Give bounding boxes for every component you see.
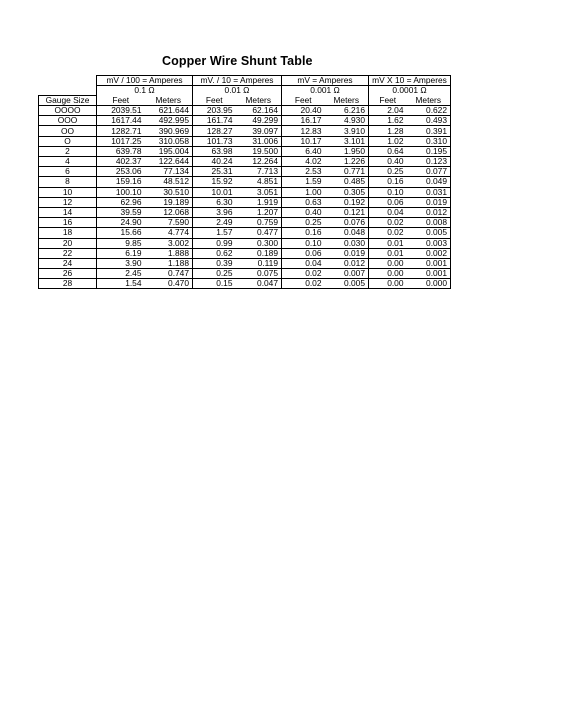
feet-value-cell: 2.49 — [193, 218, 236, 228]
header-blank-cell — [39, 76, 97, 86]
table-row — [39, 258, 451, 268]
feet-value-cell: 0.39 — [193, 258, 236, 268]
meters-value-cell: 1.888 — [145, 248, 193, 258]
gauge-size-cell: 22 — [39, 248, 97, 258]
meters-value-cell: 62.164 — [236, 106, 282, 116]
meters-value-cell: 0.019 — [325, 248, 369, 258]
gauge-size-cell: OOO — [39, 116, 97, 126]
gauge-size-cell: 6 — [39, 167, 97, 177]
feet-value-cell: 40.24 — [193, 157, 236, 167]
meters-value-cell: 19.189 — [145, 197, 193, 207]
meters-value-cell: 0.759 — [236, 218, 282, 228]
feet-value-cell: 0.10 — [282, 238, 325, 248]
meters-value-cell: 0.001 — [407, 258, 451, 268]
meters-value-cell: 0.747 — [145, 269, 193, 279]
header-ohm-row — [39, 86, 451, 96]
meters-value-cell: 4.851 — [236, 177, 282, 187]
feet-value-cell: 15.92 — [193, 177, 236, 187]
meters-value-cell: 0.012 — [325, 258, 369, 268]
meters-value-cell: 31.006 — [236, 136, 282, 146]
ohm-header-0: 0.1 Ω — [97, 86, 193, 96]
meters-header: Meters — [236, 95, 282, 105]
feet-value-cell: 0.00 — [369, 279, 407, 289]
feet-header: Feet — [369, 95, 407, 105]
ohm-header-3: 0.0001 Ω — [369, 86, 451, 96]
meters-value-cell: 0.049 — [407, 177, 451, 187]
group-header-0: mV / 100 = Amperes — [97, 76, 193, 86]
meters-value-cell: 0.192 — [325, 197, 369, 207]
feet-value-cell: 2039.51 — [97, 106, 145, 116]
feet-value-cell: 128.27 — [193, 126, 236, 136]
feet-value-cell: 0.00 — [369, 258, 407, 268]
gauge-size-cell: 20 — [39, 238, 97, 248]
feet-value-cell: 0.02 — [369, 218, 407, 228]
meters-header: Meters — [145, 95, 193, 105]
gauge-size-cell: 28 — [39, 279, 97, 289]
meters-value-cell: 30.510 — [145, 187, 193, 197]
meters-value-cell: 0.123 — [407, 157, 451, 167]
gauge-size-cell: 26 — [39, 269, 97, 279]
feet-value-cell: 3.96 — [193, 207, 236, 217]
table-row — [39, 187, 451, 197]
meters-value-cell: 0.305 — [325, 187, 369, 197]
meters-value-cell: 77.134 — [145, 167, 193, 177]
meters-value-cell: 7.713 — [236, 167, 282, 177]
feet-value-cell: 639.78 — [97, 146, 145, 156]
meters-header: Meters — [407, 95, 451, 105]
meters-value-cell: 0.119 — [236, 258, 282, 268]
meters-value-cell: 0.003 — [407, 238, 451, 248]
meters-value-cell: 0.195 — [407, 146, 451, 156]
meters-value-cell: 39.097 — [236, 126, 282, 136]
gauge-size-header: Gauge Size — [39, 95, 97, 105]
feet-value-cell: 0.01 — [369, 248, 407, 258]
meters-value-cell: 3.051 — [236, 187, 282, 197]
meters-value-cell: 0.300 — [236, 238, 282, 248]
group-header-1: mV. / 10 = Amperes — [193, 76, 282, 86]
meters-value-cell: 4.930 — [325, 116, 369, 126]
feet-value-cell: 1.57 — [193, 228, 236, 238]
meters-value-cell: 0.048 — [325, 228, 369, 238]
feet-value-cell: 0.64 — [369, 146, 407, 156]
meters-value-cell: 621.644 — [145, 106, 193, 116]
meters-value-cell: 0.012 — [407, 207, 451, 217]
table-row — [39, 167, 451, 177]
feet-value-cell: 203.95 — [193, 106, 236, 116]
meters-value-cell: 0.485 — [325, 177, 369, 187]
gauge-size-cell: 10 — [39, 187, 97, 197]
meters-value-cell: 0.310 — [407, 136, 451, 146]
gauge-size-cell: 18 — [39, 228, 97, 238]
feet-value-cell: 25.31 — [193, 167, 236, 177]
gauge-size-cell: 8 — [39, 177, 97, 187]
feet-value-cell: 0.25 — [369, 167, 407, 177]
meters-value-cell: 0.008 — [407, 218, 451, 228]
table-row — [39, 238, 451, 248]
feet-value-cell: 0.04 — [282, 258, 325, 268]
meters-value-cell: 4.774 — [145, 228, 193, 238]
feet-value-cell: 1017.25 — [97, 136, 145, 146]
table-row — [39, 269, 451, 279]
feet-value-cell: 0.40 — [369, 157, 407, 167]
feet-value-cell: 0.04 — [369, 207, 407, 217]
meters-value-cell: 1.950 — [325, 146, 369, 156]
table-row — [39, 116, 451, 126]
table-row — [39, 207, 451, 217]
feet-value-cell: 1617.44 — [97, 116, 145, 126]
meters-value-cell: 3.910 — [325, 126, 369, 136]
feet-value-cell: 63.98 — [193, 146, 236, 156]
meters-value-cell: 0.030 — [325, 238, 369, 248]
feet-value-cell: 9.85 — [97, 238, 145, 248]
meters-value-cell: 122.644 — [145, 157, 193, 167]
feet-value-cell: 1.62 — [369, 116, 407, 126]
feet-value-cell: 253.06 — [97, 167, 145, 177]
feet-value-cell: 100.10 — [97, 187, 145, 197]
feet-value-cell: 10.17 — [282, 136, 325, 146]
feet-value-cell: 3.90 — [97, 258, 145, 268]
feet-value-cell: 0.25 — [282, 218, 325, 228]
feet-value-cell: 1.00 — [282, 187, 325, 197]
meters-value-cell: 1.919 — [236, 197, 282, 207]
meters-value-cell: 49.299 — [236, 116, 282, 126]
meters-value-cell: 0.075 — [236, 269, 282, 279]
meters-value-cell: 0.000 — [407, 279, 451, 289]
meters-value-cell: 310.058 — [145, 136, 193, 146]
meters-value-cell: 7.590 — [145, 218, 193, 228]
feet-value-cell: 0.02 — [369, 228, 407, 238]
feet-header: Feet — [193, 95, 236, 105]
feet-header: Feet — [97, 95, 145, 105]
meters-value-cell: 0.001 — [407, 269, 451, 279]
gauge-size-cell: OO — [39, 126, 97, 136]
meters-value-cell: 0.007 — [325, 269, 369, 279]
gauge-size-cell: O — [39, 136, 97, 146]
meters-value-cell: 0.391 — [407, 126, 451, 136]
gauge-size-cell: 14 — [39, 207, 97, 217]
meters-value-cell: 0.121 — [325, 207, 369, 217]
ohm-header-1: 0.01 Ω — [193, 86, 282, 96]
gauge-size-cell: 16 — [39, 218, 97, 228]
feet-value-cell: 0.06 — [369, 197, 407, 207]
feet-value-cell: 161.74 — [193, 116, 236, 126]
meters-value-cell: 19.500 — [236, 146, 282, 156]
feet-value-cell: 39.59 — [97, 207, 145, 217]
gauge-size-cell: 24 — [39, 258, 97, 268]
table-row — [39, 248, 451, 258]
meters-value-cell: 1.188 — [145, 258, 193, 268]
feet-value-cell: 2.04 — [369, 106, 407, 116]
header-group-row — [39, 76, 451, 86]
feet-value-cell: 0.02 — [282, 279, 325, 289]
table-row — [39, 279, 451, 289]
meters-value-cell: 0.771 — [325, 167, 369, 177]
table-row — [39, 146, 451, 156]
ohm-header-2: 0.001 Ω — [282, 86, 369, 96]
meters-value-cell: 12.068 — [145, 207, 193, 217]
table-row — [39, 228, 451, 238]
feet-value-cell: 0.06 — [282, 248, 325, 258]
feet-value-cell: 4.02 — [282, 157, 325, 167]
gauge-size-cell: 2 — [39, 146, 97, 156]
meters-value-cell: 0.031 — [407, 187, 451, 197]
feet-value-cell: 10.01 — [193, 187, 236, 197]
group-header-3: mV X 10 = Amperes — [369, 76, 451, 86]
shunt-table — [38, 75, 451, 289]
meters-value-cell: 0.002 — [407, 248, 451, 258]
meters-value-cell: 3.002 — [145, 238, 193, 248]
gauge-size-cell: 12 — [39, 197, 97, 207]
feet-value-cell: 0.16 — [282, 228, 325, 238]
feet-value-cell: 0.16 — [369, 177, 407, 187]
meters-value-cell: 1.207 — [236, 207, 282, 217]
header-blank-cell — [39, 86, 97, 96]
feet-value-cell: 1.59 — [282, 177, 325, 187]
feet-value-cell: 6.19 — [97, 248, 145, 258]
feet-value-cell: 0.10 — [369, 187, 407, 197]
feet-value-cell: 0.62 — [193, 248, 236, 258]
group-header-2: mV = Amperes — [282, 76, 369, 86]
meters-value-cell: 0.477 — [236, 228, 282, 238]
table-row — [39, 126, 451, 136]
feet-value-cell: 6.30 — [193, 197, 236, 207]
table-row — [39, 106, 451, 116]
meters-value-cell: 1.226 — [325, 157, 369, 167]
meters-value-cell: 0.189 — [236, 248, 282, 258]
meters-value-cell: 12.264 — [236, 157, 282, 167]
feet-value-cell: 62.96 — [97, 197, 145, 207]
meters-value-cell: 3.101 — [325, 136, 369, 146]
page-title: Copper Wire Shunt Table — [162, 54, 313, 68]
feet-value-cell: 12.83 — [282, 126, 325, 136]
table-body — [39, 106, 451, 289]
meters-value-cell: 48.512 — [145, 177, 193, 187]
feet-value-cell: 0.00 — [369, 269, 407, 279]
feet-value-cell: 101.73 — [193, 136, 236, 146]
table-row — [39, 197, 451, 207]
feet-value-cell: 1282.71 — [97, 126, 145, 136]
feet-value-cell: 1.28 — [369, 126, 407, 136]
meters-value-cell: 6.216 — [325, 106, 369, 116]
feet-value-cell: 0.02 — [282, 269, 325, 279]
gauge-size-cell: 4 — [39, 157, 97, 167]
meters-header: Meters — [325, 95, 369, 105]
meters-value-cell: 0.047 — [236, 279, 282, 289]
meters-value-cell: 0.622 — [407, 106, 451, 116]
meters-value-cell: 0.005 — [325, 279, 369, 289]
table-row — [39, 177, 451, 187]
meters-value-cell: 0.493 — [407, 116, 451, 126]
feet-value-cell: 1.02 — [369, 136, 407, 146]
feet-value-cell: 16.17 — [282, 116, 325, 126]
meters-value-cell: 0.077 — [407, 167, 451, 177]
meters-value-cell: 0.470 — [145, 279, 193, 289]
feet-value-cell: 402.37 — [97, 157, 145, 167]
feet-value-cell: 2.53 — [282, 167, 325, 177]
table-row — [39, 218, 451, 228]
feet-value-cell: 0.40 — [282, 207, 325, 217]
feet-value-cell: 0.15 — [193, 279, 236, 289]
gauge-size-cell: OOOO — [39, 106, 97, 116]
meters-value-cell: 195.004 — [145, 146, 193, 156]
meters-value-cell: 0.005 — [407, 228, 451, 238]
feet-value-cell: 2.45 — [97, 269, 145, 279]
header-units-row — [39, 95, 451, 105]
feet-value-cell: 0.99 — [193, 238, 236, 248]
feet-value-cell: 159.16 — [97, 177, 145, 187]
feet-value-cell: 0.01 — [369, 238, 407, 248]
meters-value-cell: 492.995 — [145, 116, 193, 126]
feet-value-cell: 20.40 — [282, 106, 325, 116]
feet-value-cell: 15.66 — [97, 228, 145, 238]
feet-value-cell: 24.90 — [97, 218, 145, 228]
meters-value-cell: 0.076 — [325, 218, 369, 228]
meters-value-cell: 390.969 — [145, 126, 193, 136]
table-row — [39, 136, 451, 146]
feet-value-cell: 0.63 — [282, 197, 325, 207]
meters-value-cell: 0.019 — [407, 197, 451, 207]
feet-value-cell: 1.54 — [97, 279, 145, 289]
feet-header: Feet — [282, 95, 325, 105]
feet-value-cell: 6.40 — [282, 146, 325, 156]
feet-value-cell: 0.25 — [193, 269, 236, 279]
table-row — [39, 157, 451, 167]
